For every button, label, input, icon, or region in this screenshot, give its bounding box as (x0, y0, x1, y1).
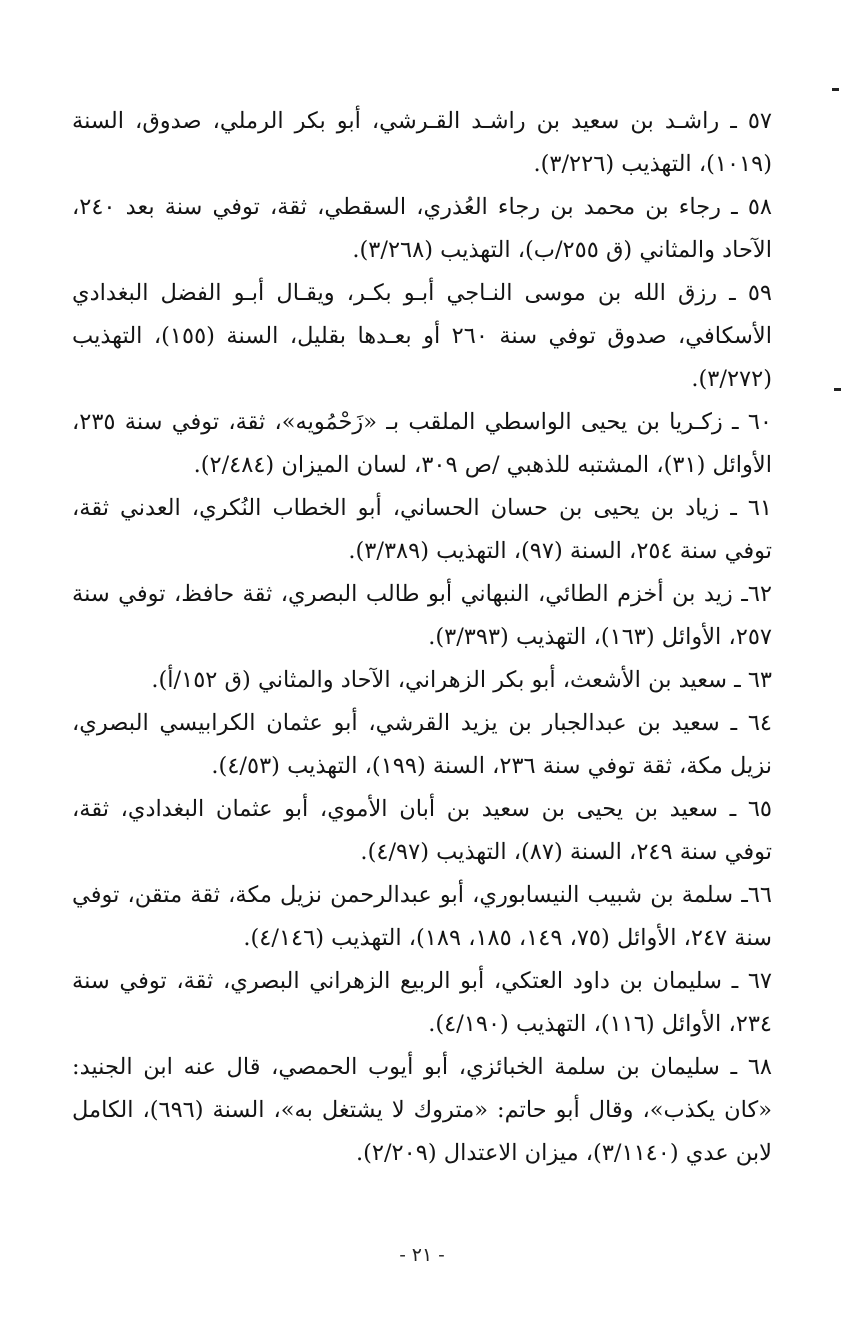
entry-line: الآحاد والمثاني (ق ٢٥٥/ب)، التهذيب (٣/٢٦٨). (352, 237, 772, 263)
entry-line: «كان يكذب»، وقال أبو حاتم: «متروك لا يشتغل به»، السنة (٦٩٦)، الكامل (72, 1097, 773, 1123)
entry-line: ٦٢ـ زيد بن أخزم الطائي، النبهاني أبو طالب البصري، ثقة حافظ، توفي سنة (72, 581, 772, 607)
entry-60 (72, 401, 772, 487)
entry-line: سنة ٢٤٧، الأوائل (٧٥، ١٤٩، ١٨٥، ١٨٩)، التهذيب (٤/١٤٦). (243, 925, 772, 951)
entry-line: توفي سنة ٢٥٤، السنة (٩٧)، التهذيب (٣/٣٨٩). (348, 538, 772, 564)
entry-line: الأسكافي، صدوق توفي سنة ٢٦٠ أو بعـدها بقليل، السنة (١٥٥)، التهذيب (72, 323, 772, 349)
entry-line: ٥٧ ـ راشـد بن سعيد بن راشـد القـرشي، أبو بكر الرملي، صدوق، السنة (72, 108, 772, 134)
entry-68 (72, 1046, 772, 1175)
entry-65 (72, 788, 772, 874)
entry-line: ٦٤ ـ سعيد بن عبدالجبار بن يزيد القرشي، أبو عثمان الكرابيسي البصري، (72, 710, 772, 736)
entry-line: ٥٨ ـ رجاء بن محمد بن رجاء العُذري، السقطي، ثقة، توفي سنة بعد ٢٤٠، (72, 194, 772, 220)
entry-line: ٦٠ ـ زكـريا بن يحيى الواسطي الملقب بـ «زَحْمُويه»، ثقة، توفي سنة ٢٣٥، (72, 409, 772, 435)
entry-line: (٣/٢٧٢). (691, 366, 772, 392)
margin-mark-middle (834, 388, 841, 391)
entry-line: نزيل مكة، ثقة توفي سنة ٢٣٦، السنة (١٩٩)، التهذيب (٤/٥٣). (211, 753, 772, 779)
entry-line: ٢٣٤، الأوائل (١١٦)، التهذيب (٤/١٩٠). (428, 1011, 772, 1037)
document-body (72, 100, 772, 1175)
entry-67 (72, 960, 772, 1046)
entry-59 (72, 272, 772, 401)
entry-line: ٦٦ـ سلمة بن شبيب النيسابوري، أبو عبدالرحمن نزيل مكة، ثقة متقن، توفي (72, 882, 772, 908)
page-number: - ٢١ - (399, 1244, 445, 1266)
entry-66 (72, 874, 772, 960)
entry-line: (١٠١٩)، التهذيب (٣/٢٢٦). (533, 151, 772, 177)
entry-line: ٥٩ ـ رزق الله بن موسى النـاجي أبـو بكـر، ويقـال أبـو الفضل البغدادي (72, 280, 772, 306)
entry-line: ٦٣ ـ سعيد بن الأشعث، أبو بكر الزهراني، الآحاد والمثاني (ق ١٥٢/أ). (151, 667, 772, 693)
entry-64 (72, 702, 772, 788)
entry-line: ٦٨ ـ سليمان بن سلمة الخبائزي، أبو أيوب الحمصي، قال عنه ابن الجنيد: (72, 1054, 772, 1080)
entry-63 (72, 659, 772, 702)
entry-57 (72, 100, 772, 186)
entry-line: لابن عدي (٣/١١٤٠)، ميزان الاعتدال (٢/٢٠٩). (355, 1140, 772, 1166)
entry-line: ٦٧ ـ سليمان بن داود العتكي، أبو الربيع الزهراني البصري، ثقة، توفي سنة (72, 968, 772, 994)
entry-line: ٢٥٧، الأوائل (١٦٣)، التهذيب (٣/٣٩٣). (428, 624, 772, 650)
entry-line: الأوائل (٣١)، المشتبه للذهبي /ص ٣٠٩، لسان الميزان (٢/٤٨٤). (193, 452, 772, 478)
margin-mark-top (832, 88, 839, 91)
entry-58 (72, 186, 772, 272)
entry-62 (72, 573, 772, 659)
entry-line: ٦٥ ـ سعيد بن يحيى بن سعيد بن أبان الأموي، أبو عثمان البغدادي، ثقة، (72, 796, 772, 822)
entry-61 (72, 487, 772, 573)
entry-line: ٦١ ـ زياد بن يحيى بن حسان الحساني، أبو الخطاب النُكري، العدني ثقة، (72, 495, 772, 521)
entry-line: توفي سنة ٢٤٩، السنة (٨٧)، التهذيب (٤/٩٧). (360, 839, 772, 865)
